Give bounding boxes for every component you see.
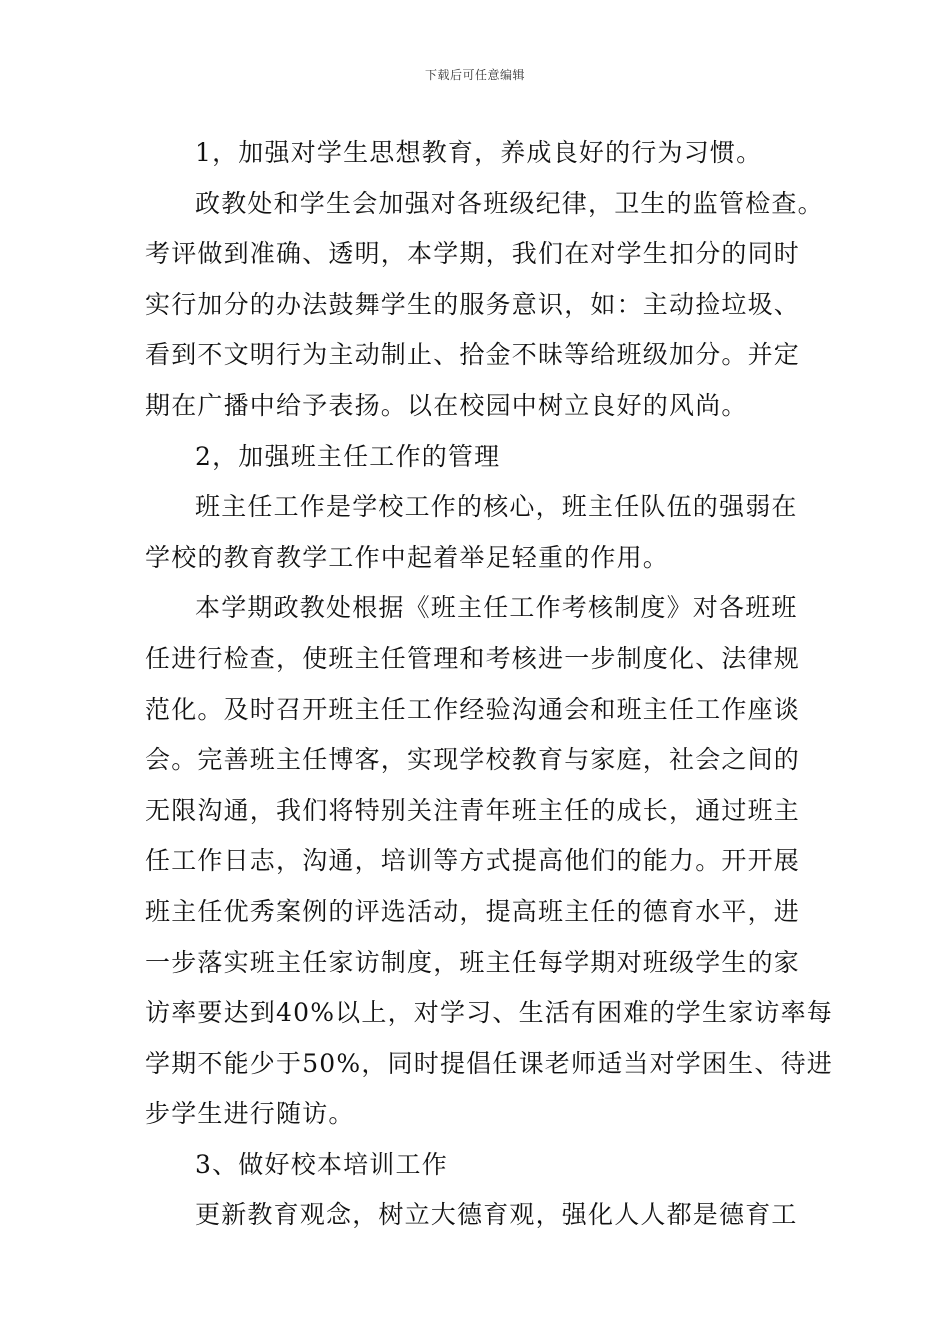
paragraph-line: 班主任优秀案例的评选活动，提高班主任的德育水平，进 xyxy=(145,896,801,926)
paragraph-line: 本学期政教处根据《班主任工作考核制度》对各班班 xyxy=(195,593,798,623)
paragraph-line: 访率要达到40%以上，对学习、生活有困难的学生家访率每 xyxy=(145,998,833,1028)
paragraph-line: 任工作日志，沟通，培训等方式提高他们的能力。开开展 xyxy=(145,846,801,876)
paragraph-line: 任进行检查，使班主任管理和考核进一步制度化、法律规 xyxy=(145,643,801,673)
paragraph-line: 班主任工作是学校工作的核心，班主任队伍的强弱在 xyxy=(195,492,798,522)
paragraph-line: 政教处和学生会加强对各班级纪律，卫生的监管检查。 xyxy=(195,188,824,218)
paragraph-line: 范化。及时召开班主任工作经验沟通会和班主任工作座谈 xyxy=(145,694,801,724)
paragraph-line: 期在广播中给予表扬。以在校园中树立良好的风尚。 xyxy=(145,390,748,420)
section-heading-2: 2，加强班主任工作的管理 xyxy=(195,441,501,471)
page-header: 下载后可任意编辑 xyxy=(424,68,525,82)
paragraph-line: 更新教育观念，树立大德育观，强化人人都是德育工 xyxy=(195,1200,798,1230)
paragraph-line: 步学生进行随访。 xyxy=(145,1099,355,1129)
paragraph-line: 实行加分的办法鼓舞学生的服务意识，如：主动捡垃圾、 xyxy=(145,289,801,319)
paragraph-line: 会。完善班主任博客，实现学校教育与家庭，社会之间的 xyxy=(145,745,801,775)
paragraph-line: 看到不文明行为主动制止、拾金不昧等给班级加分。并定 xyxy=(145,340,801,370)
paragraph-line: 一步落实班主任家访制度，班主任每学期对班级学生的家 xyxy=(145,947,801,977)
section-heading-3: 3、做好校本培训工作 xyxy=(195,1149,448,1179)
paragraph-line: 考评做到准确、透明，本学期，我们在对学生扣分的同时 xyxy=(145,239,801,269)
section-heading-1: 1，加强对学生思想教育，养成良好的行为习惯。 xyxy=(195,138,763,167)
paragraph-line: 学校的教育教学工作中起着举足轻重的作用。 xyxy=(145,542,670,572)
paragraph-line: 学期不能少于50%，同时提倡任课老师适当对学困生、待进 xyxy=(145,1048,833,1078)
document-body xyxy=(145,128,833,1241)
paragraph-line: 无限沟通，我们将特别关注青年班主任的成长，通过班主 xyxy=(145,795,801,825)
